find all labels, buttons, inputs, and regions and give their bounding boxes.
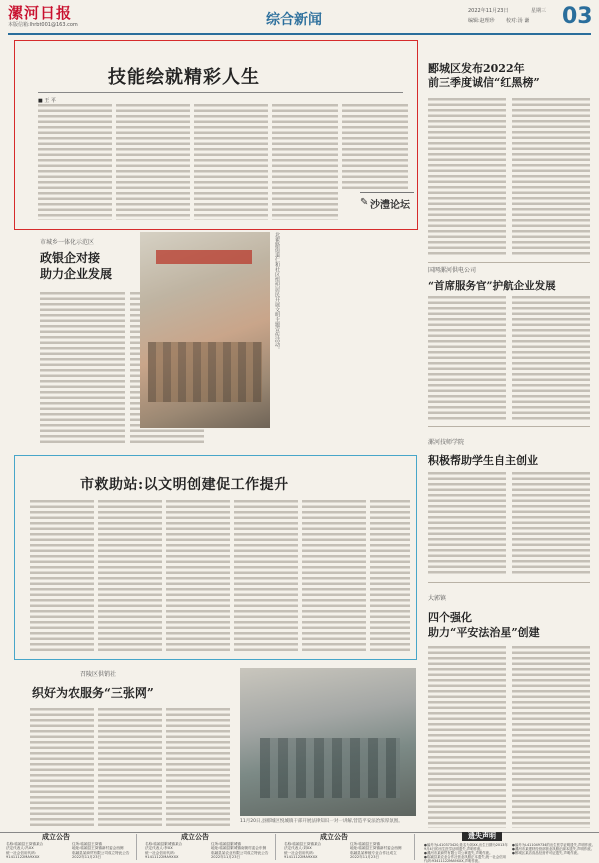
lead-byline-tag: ■ 王 平 [38, 98, 56, 104]
email-line [8, 23, 78, 28]
service-kicker: 国网漯河供电公司 [428, 267, 477, 274]
enterprise-headline-line2: 助力企业发展 [40, 267, 113, 281]
notice-line: 临颍县某商贸有限公司成立特此公告 [72, 850, 130, 855]
notice-line: 统一社会信用代码: [145, 850, 175, 855]
notice-box [2, 834, 137, 860]
service-body-col2 [512, 296, 590, 420]
enterprise-headline-line1: 政银企对接 [40, 251, 101, 265]
issue-weekday: 星期三 [531, 8, 547, 14]
gdp-headline-line1: 郾城区发布2022年 [428, 62, 525, 75]
civil-body-col3 [166, 500, 230, 652]
right-col-divider-3 [428, 582, 590, 583]
notice-line: 住所:临颍县王岗镇 [350, 842, 380, 846]
photo-caption [274, 232, 318, 382]
lead-body-col3 [194, 104, 268, 220]
loss-notice-item: ●漯河市某建材经营部营业执照正副本遗失,声明作废。 [512, 847, 595, 851]
lead-body-col5 [342, 104, 408, 190]
notice-line: 统一社会信用代码: [6, 850, 36, 855]
supply-body-col2 [98, 708, 162, 828]
lead-byline: 王 平 [44, 98, 56, 104]
safety-photo-figures [260, 738, 400, 798]
column-tag: 沙澧论坛 [370, 200, 410, 211]
page-proofreader: 校对:汤 谦 [506, 18, 530, 24]
safety-photo-caption: 11月20日,县郾城区悦城镇干部开展法律知识一对一讲解,营造平安法治浓厚氛围。 [240, 819, 403, 824]
safety-photo [240, 668, 416, 816]
tech-body-col1 [428, 472, 506, 574]
notice-line: 临颍县某种植专业合作社成立 [350, 850, 397, 855]
email-address[interactable]: lhrbt001@163.com [29, 22, 78, 28]
tech-kicker: 漯河技师学院 [428, 439, 465, 446]
notice-line: 名称:临颍县王岗镇某合 [6, 842, 44, 846]
notice-line: 91411122MA9XXX [6, 855, 40, 860]
supply-body-col3 [166, 708, 230, 828]
safety-headline-line2: 助力“平安法治星”创建 [428, 626, 540, 639]
loss-notice-list-left [424, 843, 508, 863]
loss-notice-item: ●漯河市某商贸有限公司公章遗失,声明作废。 [424, 851, 493, 855]
lead-body-col1 [38, 104, 112, 220]
civil-body-col1 [30, 500, 94, 652]
lead-body-col2 [116, 104, 190, 220]
issue-date: 2022年11月23日 [468, 8, 509, 14]
footer-top-rule [0, 832, 599, 833]
notice-line: 临颍县某农业有限公司成立特此公告 [211, 850, 269, 855]
safety-headline-line1: 四个强化 [428, 611, 472, 624]
safety-body-col1 [428, 646, 506, 828]
notice-title: 成立公告 [181, 832, 209, 841]
service-body-col1 [428, 296, 506, 420]
loss-notice-item: ●编号为L410373420,姓名为刘XX,出生日期为2013年9月4日的出生医学证明遗失,声明作废。 [424, 843, 508, 851]
loss-notice-item: ●编号为L411049734的出生医学证明遗失,声明作废。 [512, 843, 595, 847]
notice-line: 住所:临颍县繁城镇 [211, 842, 241, 846]
safety-kicker: 大郭镇 [428, 595, 447, 602]
section-title: 综合新闻 [266, 12, 322, 28]
loss-notice-title: 遗失声明 [462, 832, 502, 841]
enterprise-headline [40, 250, 112, 282]
email-label: 本版信箱: [8, 22, 30, 28]
civil-body-col4 [234, 500, 298, 652]
page-editor: 编辑:赵理珍 [468, 18, 495, 24]
newspaper-logo: 漯河日报 [8, 4, 73, 22]
safety-body-col2 [512, 646, 590, 828]
notice-line: 法定代表人:刘XX [284, 846, 312, 851]
safety-headline [428, 610, 540, 640]
supply-kicker: 召陵区供销社 [80, 671, 117, 678]
notice-line: 统一社会信用代码: [284, 850, 314, 855]
community-photo [140, 232, 270, 428]
notice-line: 法定代表人:李XX [145, 846, 173, 851]
notice-title: 成立公告 [320, 832, 348, 841]
civil-headline: 市救助站:以文明创建促工作提升 [80, 477, 289, 493]
tech-body-col2 [512, 472, 590, 574]
masthead [0, 0, 599, 36]
notice-line: 法定代表人:冯XX [6, 846, 34, 851]
notice-line: 地址:临颍县繁城镇南街村委会东侧 [211, 846, 267, 851]
service-headline: “首席服务官”护航企业发展 [428, 280, 556, 292]
notice-line: 91411122MA9XXX [284, 855, 318, 860]
gdp-body-col1 [428, 98, 506, 256]
supply-body-col1 [30, 708, 94, 828]
enterprise-kicker: 市城乡一体化示范区 [40, 239, 95, 246]
notice-line: 地址:临颍县王岗镇新村委会西侧 [72, 846, 124, 851]
lead-body-col4 [272, 104, 338, 220]
enterprise-body-col1 [40, 292, 125, 444]
notice-line: 名称:临颍县繁城镇某合 [145, 842, 183, 846]
right-col-divider-1 [428, 262, 590, 263]
civil-body-col6 [370, 500, 410, 652]
photo-people [148, 342, 262, 402]
column-tag-icon: ✎ [360, 197, 369, 208]
lead-headline: 技能绘就精彩人生 [108, 67, 260, 88]
civil-body-col5 [302, 500, 366, 652]
notice-line: 地址:临颍县王岗镇新村委会西侧 [350, 846, 402, 851]
column-tag-box [360, 192, 414, 216]
gdp-headline-line2: 前三季度诚信“红黑榜” [428, 76, 540, 89]
masthead-rule [8, 33, 591, 35]
right-col-divider-2 [428, 426, 590, 427]
loss-notice [418, 832, 599, 863]
notice-line: 91411122MA9XXX [145, 855, 179, 860]
page-number: 03 [562, 4, 593, 29]
notice-line: 住所:临颍县王岗镇 [72, 842, 102, 846]
notice-line: 2022年11月23日 [72, 855, 102, 860]
notice-box [141, 834, 276, 860]
civil-body-col2 [98, 500, 162, 652]
lead-headline-underline [38, 92, 403, 93]
photo-caption-text: 北翟路街道仁和社区组织居民开展文明主题宣传活动。 [274, 232, 280, 352]
loss-notice-item: ●郾城区某店食品经营许可证遗失,声明作废。 [512, 851, 581, 855]
gdp-body-col2 [512, 98, 590, 256]
gdp-headline [428, 62, 540, 90]
notice-line: 2022年11月23日 [350, 855, 380, 860]
tech-headline: 积极帮助学生自主创业 [428, 454, 538, 467]
photo-banner [156, 250, 252, 264]
loss-notice-item: ●临颍县某农业合作社营业执照正本遗失,统一社会信用代码:93411122MA9XXX,声明作废。 [424, 855, 507, 863]
notice-box [280, 834, 415, 860]
notice-line: 2022年11月23日 [211, 855, 241, 860]
notice-title: 成立公告 [42, 832, 70, 841]
loss-notice-list-right [512, 843, 596, 855]
notice-line: 名称:临颍县王岗镇某合 [284, 842, 322, 846]
supply-headline: 织好为农服务“三张网” [32, 686, 154, 700]
